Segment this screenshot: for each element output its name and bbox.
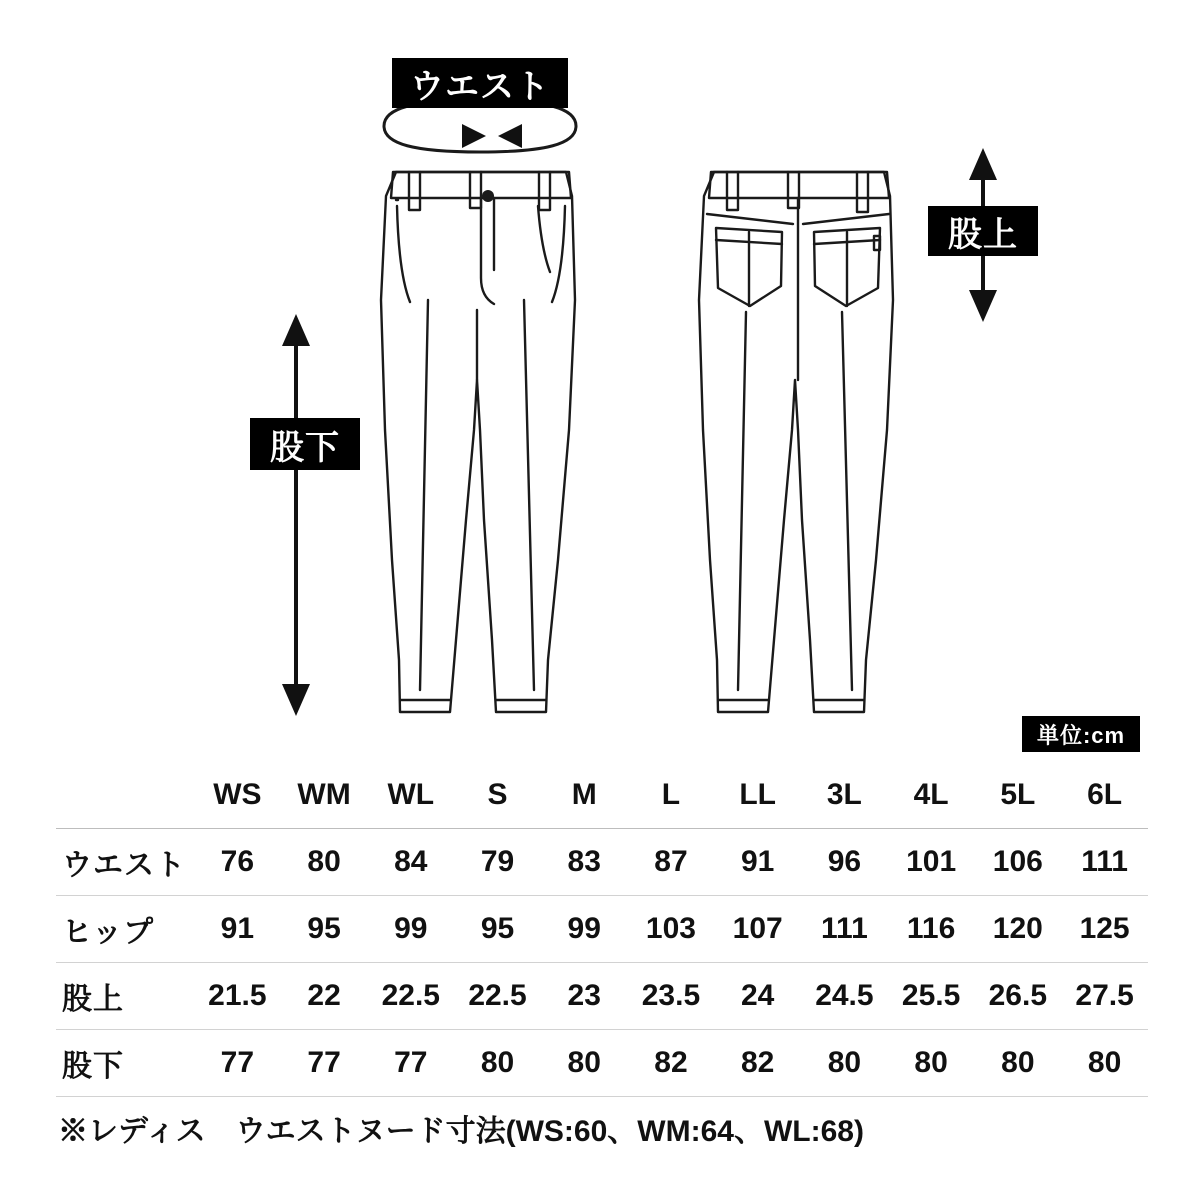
cell: 77 xyxy=(367,1030,454,1097)
row-header: ウエスト xyxy=(56,829,194,896)
cell: 79 xyxy=(454,829,541,896)
size-table xyxy=(56,762,1148,1097)
cell: 83 xyxy=(541,829,628,896)
size-table-body xyxy=(56,829,1148,1097)
cell: 77 xyxy=(281,1030,368,1097)
cell: 116 xyxy=(888,896,975,963)
cell: 23 xyxy=(541,963,628,1030)
table-header-row xyxy=(56,762,1148,829)
cell: 91 xyxy=(194,896,281,963)
cell: 80 xyxy=(281,829,368,896)
label-rise: 股上 xyxy=(928,206,1038,256)
cell: 80 xyxy=(888,1030,975,1097)
label-waist: ウエスト xyxy=(392,58,568,108)
cell: 82 xyxy=(628,1030,715,1097)
cell: 22.5 xyxy=(367,963,454,1030)
label-unit-cm: 単位:cm xyxy=(1022,716,1140,752)
cell: 103 xyxy=(628,896,715,963)
cell: 91 xyxy=(714,829,801,896)
cell: 82 xyxy=(714,1030,801,1097)
cell: 99 xyxy=(541,896,628,963)
cell: 76 xyxy=(194,829,281,896)
cell: 87 xyxy=(628,829,715,896)
table-corner-cell xyxy=(56,762,194,829)
pants-front-illustration xyxy=(381,172,575,712)
column-header: L xyxy=(628,762,715,829)
table-row xyxy=(56,896,1148,963)
cell: 24 xyxy=(714,963,801,1030)
cell: 80 xyxy=(974,1030,1061,1097)
cell: 120 xyxy=(974,896,1061,963)
cell: 27.5 xyxy=(1061,963,1148,1030)
table-row xyxy=(56,829,1148,896)
row-header: ヒップ xyxy=(56,896,194,963)
column-header: 4L xyxy=(888,762,975,829)
inseam-measure-arrow xyxy=(282,314,310,716)
column-header: M xyxy=(541,762,628,829)
cell: 106 xyxy=(974,829,1061,896)
cell: 80 xyxy=(454,1030,541,1097)
cell: 99 xyxy=(367,896,454,963)
cell: 101 xyxy=(888,829,975,896)
cell: 25.5 xyxy=(888,963,975,1030)
column-header: LL xyxy=(714,762,801,829)
cell: 23.5 xyxy=(628,963,715,1030)
cell: 84 xyxy=(367,829,454,896)
cell: 80 xyxy=(1061,1030,1148,1097)
cell: 111 xyxy=(801,896,888,963)
cell: 95 xyxy=(281,896,368,963)
column-header: 5L xyxy=(974,762,1061,829)
cell: 77 xyxy=(194,1030,281,1097)
row-header: 股上 xyxy=(56,963,194,1030)
pants-back-illustration xyxy=(699,172,893,712)
cell: 125 xyxy=(1061,896,1148,963)
row-header: 股下 xyxy=(56,1030,194,1097)
cell: 80 xyxy=(801,1030,888,1097)
cell: 107 xyxy=(714,896,801,963)
label-inseam: 股下 xyxy=(250,418,360,470)
column-header: WM xyxy=(281,762,368,829)
column-header: WL xyxy=(367,762,454,829)
cell: 96 xyxy=(801,829,888,896)
column-header: WS xyxy=(194,762,281,829)
cell: 80 xyxy=(541,1030,628,1097)
size-table-wrapper xyxy=(56,762,1148,1097)
cell: 111 xyxy=(1061,829,1148,896)
cell: 22.5 xyxy=(454,963,541,1030)
cell: 24.5 xyxy=(801,963,888,1030)
cell: 26.5 xyxy=(974,963,1061,1030)
cell: 21.5 xyxy=(194,963,281,1030)
ladies-waist-note: ※レディス ウエストヌード寸法(WS:60、WM:64、WL:68) xyxy=(58,1115,864,1148)
column-header: S xyxy=(454,762,541,829)
column-header: 3L xyxy=(801,762,888,829)
column-header: 6L xyxy=(1061,762,1148,829)
size-table-head xyxy=(56,762,1148,829)
cell: 22 xyxy=(281,963,368,1030)
table-row xyxy=(56,1030,1148,1097)
cell: 95 xyxy=(454,896,541,963)
table-row xyxy=(56,963,1148,1030)
